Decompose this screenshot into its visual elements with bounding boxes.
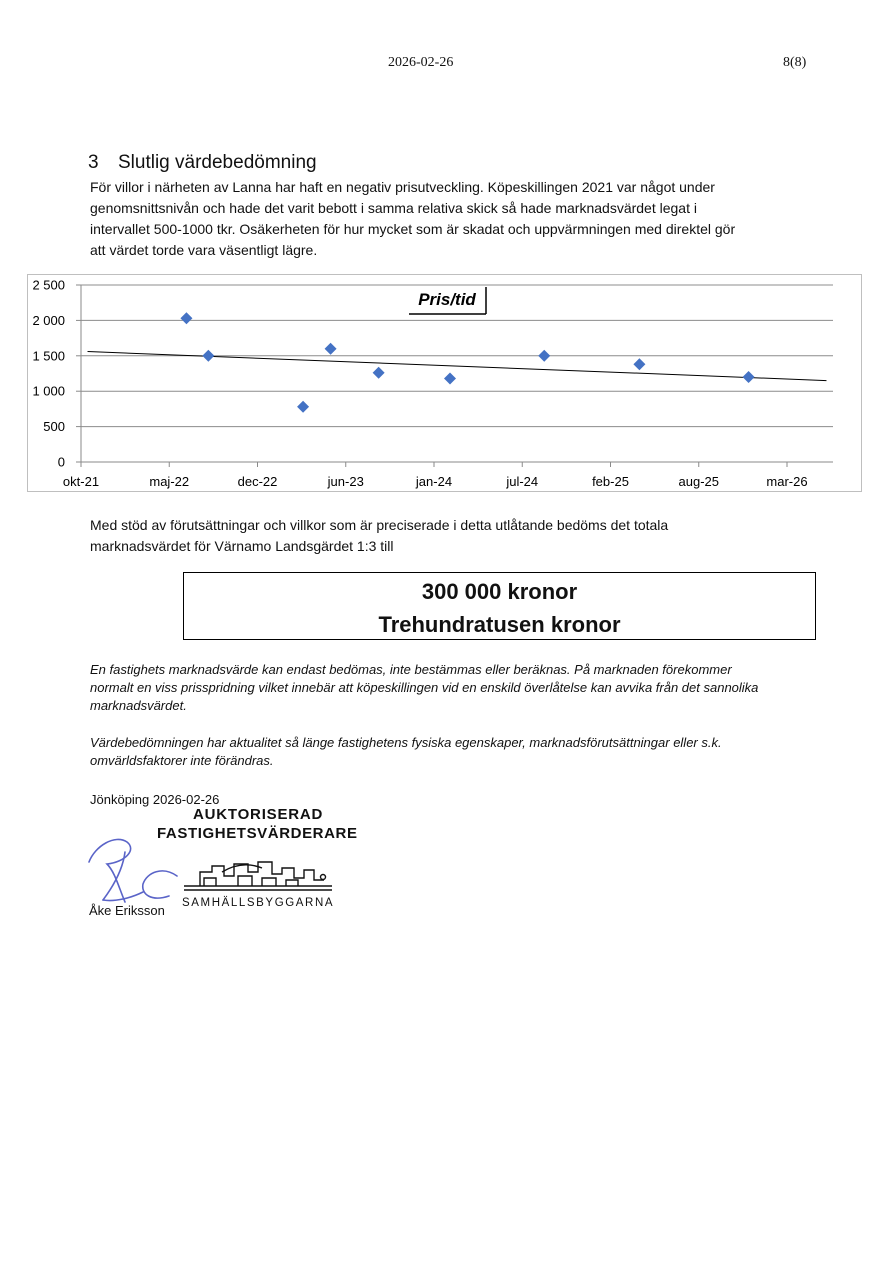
x-tick-label: dec-22 (237, 474, 278, 489)
value-words: Trehundratusen kronor (378, 612, 621, 637)
intro-line: intervallet 500-1000 tkr. Osäkerheten för hur mycket som är skadat och uppvärmningen med direktel gör (90, 221, 736, 237)
x-tick-label: jun-23 (327, 474, 364, 489)
price-time-chart (27, 274, 863, 494)
intro-line: För villor i närheten av Lanna har haft en negativ prisutveckling. Köpeskillingen 2021 var något under (90, 179, 715, 195)
x-tick-label: maj-22 (149, 474, 190, 489)
y-tick-label: 2 500 (32, 277, 65, 293)
disclaimer-market-value (90, 661, 810, 715)
intro-line: genomsnittsnivån och hade det varit bebott i samma relativa skick så hade marknadsvärdet legat i (90, 200, 697, 216)
value-box (183, 572, 816, 640)
disclaimer-line: En fastighets marknadsvärde kan endast bedömas, inte bestämmas eller beräknas. På marknaden förekommer (90, 662, 732, 677)
signer-name: Åke Eriksson (89, 903, 165, 918)
stamp-valuer: FASTIGHETSVÄRDERARE (157, 825, 358, 842)
place-date: Jönköping 2026-02-26 (90, 792, 220, 807)
y-tick-label: 1 500 (32, 348, 65, 364)
disclaimer-line: normalt en viss prisspridning vilket innebär att köpeskillingen vid en enskild överlåtelse kan avvika från det sannolika (90, 680, 759, 695)
chart-title-box (409, 286, 486, 314)
chart-title: Pris/tid (418, 290, 476, 309)
intro-line: att värdet torde vara väsentligt lägre. (90, 242, 318, 258)
y-tick-label: 2 000 (32, 312, 65, 328)
section-number: 3 (88, 152, 99, 173)
y-tick-label: 1 000 (32, 383, 65, 399)
x-tick-label: mar-26 (766, 474, 808, 489)
skyline-logo-icon (182, 858, 334, 894)
x-tick-label: jul-24 (506, 474, 539, 489)
value-numeric: 300 000 kronor (421, 579, 578, 604)
section-heading (88, 152, 317, 174)
disclaimer-line: marknadsvärdet. (90, 698, 187, 713)
page-number: 8(8) (783, 55, 807, 70)
stamp-organisation: SAMHÄLLSBYGGARNA (182, 897, 335, 909)
disclaimer-line: Värdebedömningen har aktualitet så länge fastighetens fysiska egenskaper, marknadsförutsättningar eller s.k. (90, 735, 722, 750)
page-header-date: 2026-02-26 (388, 55, 454, 70)
conclusion-paragraph (90, 515, 810, 557)
x-tick-label: feb-25 (592, 474, 629, 489)
x-tick-label: aug-25 (678, 474, 719, 489)
conclusion-line: marknadsvärdet för Värnamo Landsgärdet 1:3 till (90, 538, 394, 554)
intro-paragraph (90, 177, 810, 261)
y-tick-label: 500 (43, 419, 65, 435)
x-tick-label: jan-24 (415, 474, 453, 489)
x-tick-label: okt-21 (62, 474, 100, 489)
disclaimer-line: omvärldsfaktorer inte förändras. (90, 753, 274, 768)
y-tick-label: 0 (57, 454, 65, 470)
handwritten-signature-icon (85, 832, 185, 907)
stamp-authorised: AUKTORISERAD (193, 806, 324, 823)
disclaimer-validity (90, 734, 810, 770)
section-title: Slutlig värdebedömning (118, 152, 317, 173)
conclusion-line: Med stöd av förutsättningar och villkor som är preciserade i detta utlåtande bedöms det totala (90, 517, 669, 533)
